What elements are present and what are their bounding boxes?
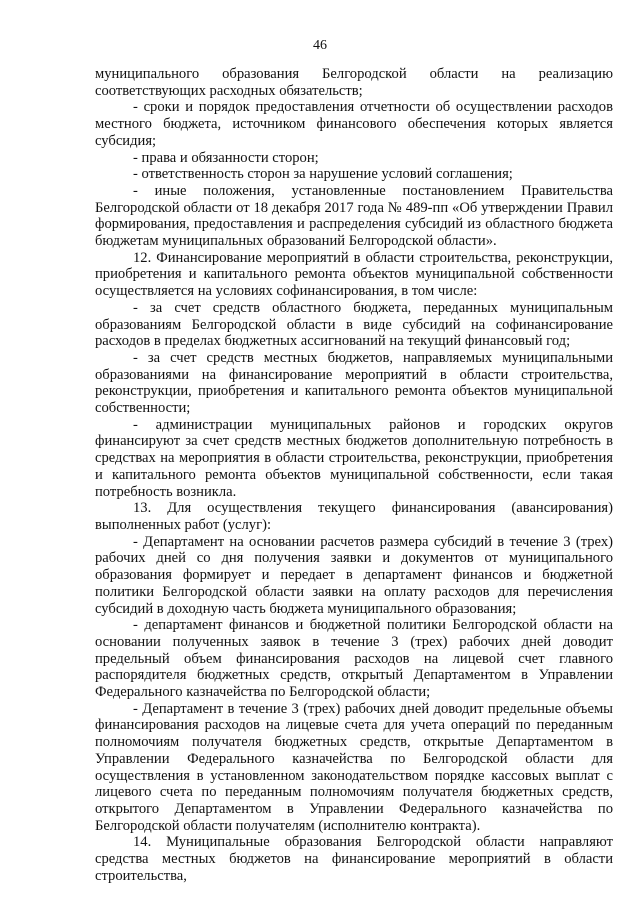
paragraph-10: 13. Для осуществления текущего финансирования (авансирования) выполненных работ (услуг): [95,500,613,533]
page-number: 46 [313,38,327,53]
paragraph-13: - Департамент в течение 3 (трех) рабочих дней доводит предельные объемы финансирования расходов на лицевые счета для учета операций по переданным полномочиям получателя бюджетных средств, открытые Департаментом в Управлении Федерального казначейства по Белгородской области для осуществления в установленном законодательством порядке кассовых выплат с лицевого счета по переданным полномочиям получателя бюджетных средств, открытого Департаментом в Управлении Федерального казначейства по Белгородской области получателям (исполнителю контракта). [95,700,613,834]
paragraph-7: - за счет средств областного бюджета, переданных муниципальным образованиям Белгородской области в виде субсидий на софинансирование расходов в пределах бюджетных ассигнований на текущий финансовый год; [95,299,613,350]
paragraph-11: - Департамент на основании расчетов размера субсидий в течение 3 (трех) рабочих дней со дня получения заявки и документов от муниципального образования формирует и передает в департамент финансов и бюджетной политики Белгородской области заявки на оплату расходов для перечисления субсидий в доходную часть бюджета муниципального образования; [95,533,613,617]
paragraph-12: - департамент финансов и бюджетной политики Белгородской области на основании полученных заявок в течение 3 (трех) рабочих дней доводит предельный объем финансирования расходов на лицевой счет главного распорядителя бюджетных средств, открытый Департаментом в Управлении Федерального казначейства по Белгородской области; [95,617,613,701]
paragraph-4: - ответственность сторон за нарушение условий соглашения; [133,166,513,183]
paragraph-14: 14. Муниципальные образования Белгородской области направляют средства местных бюджетов на финансирование мероприятий в области строительства, [95,834,613,884]
paragraph-2: - сроки и порядок предоставления отчетности об осуществлении расходов местного бюджета, источником финансового обеспечения которых является субсидия; [95,99,613,149]
paragraph-6: 12. Финансирование мероприятий в области строительства, реконструкции, приобретения и капитального ремонта объектов муниципальной собственности осуществляется на условиях софинансирования, в том числе: [95,249,613,300]
paragraph-1: муниципального образования Белгородской области на реализацию соответствующих расходных обязательств; [95,66,613,99]
paragraph-9: - администрации муниципальных районов и городских округов финансируют за счет средств местных бюджетов дополнительную потребность в средствах на мероприятия в области строительства, реконструкции, приобретения и капитального ремонта объектов муниципальной собственности, если такая потребность возникла. [95,416,613,500]
paragraph-5: - иные положения, установленные постановлением Правительства Белгородской области от 18 декабря 2017 года № 489-пп «Об утверждении Правил формирования, предоставления и распределения субсидий из областного бюджета бюджетам муниципальных образований Белгородской области». [95,182,613,250]
paragraph-8: - за счет средств местных бюджетов, направляемых муниципальными образованиями на финансирование мероприятий в области строительства, реконструкции, приобретения и капитального ремонта объектов муниципальной собственности; [95,349,613,417]
document-body [95,66,613,884]
paragraph-3: - права и обязанности сторон; [133,149,319,166]
